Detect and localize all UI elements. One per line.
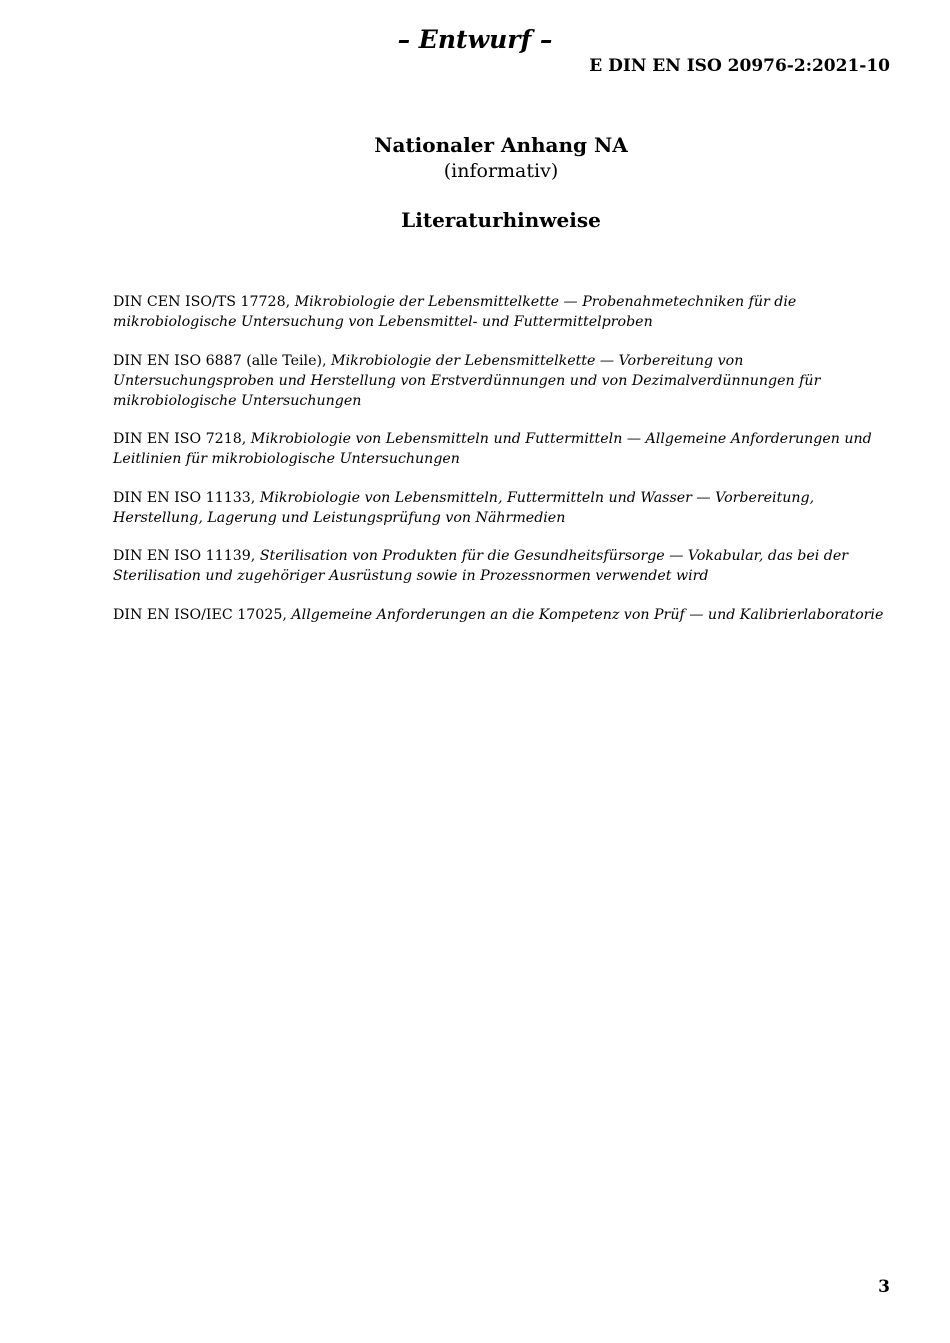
reference-separator: ,	[322, 352, 332, 369]
reference-standard: DIN EN ISO 7218	[113, 431, 242, 447]
reference-separator: ,	[250, 489, 260, 506]
bibliography-entry	[113, 292, 888, 332]
bibliography-entry	[113, 351, 888, 411]
bibliography-entry	[113, 605, 888, 625]
reference-title: Mikrobiologie von Lebensmitteln und Futtermitteln — Allgemeine Anforderungen und Leitlinien für mikrobiologische Untersuchungen	[113, 431, 872, 467]
reference-title: Mikrobiologie von Lebensmitteln, Futtermitteln und Wasser — Vorbereitung, Herstellung, Lagerung und Leistungsprüfung von Nährmedien	[113, 489, 815, 526]
reference-standard: DIN EN ISO 6887 (alle Teile)	[113, 352, 323, 369]
reference-title: Mikrobiologie der Lebensmittelkette — Vorbereitung von Untersuchungsproben und Herstellung von Erstverdünnungen und von Dezimalverdünnungen für mikrobiologische Untersuchungen	[113, 352, 821, 409]
reference-title: Mikrobiologie der Lebensmittelkette — Probenahmetechniken für die mikrobiologische Untersuchung von Lebensmittel- und Futtermittelproben	[113, 294, 797, 330]
bibliography-entry	[113, 546, 888, 586]
reference-standard: DIN EN ISO 11133	[113, 489, 251, 506]
reference-separator: ,	[250, 548, 260, 564]
document-id: E DIN EN ISO 20976-2:2021-10	[589, 56, 890, 76]
section-title: Literaturhinweise	[401, 208, 601, 232]
bibliography-entry	[113, 488, 888, 528]
bibliography-entry	[113, 429, 888, 469]
reference-separator: ,	[282, 606, 292, 623]
annex-subtitle: (informativ)	[443, 160, 559, 182]
reference-standard: DIN EN ISO 11139	[113, 548, 251, 564]
reference-standard: DIN CEN ISO/TS 17728	[113, 294, 286, 310]
reference-title: Sterilisation von Produkten für die Gesundheitsfürsorge — Vokabular, das bei der Sterilisation und zugehöriger Ausrüstung sowie in Prozessnormen verwendet wird	[113, 548, 849, 584]
reference-standard: DIN EN ISO/IEC 17025	[113, 606, 283, 623]
reference-title: Allgemeine Anforderungen an die Kompetenz von Prüf — und Kalibrierlaboratorie	[291, 606, 884, 623]
reference-separator: ,	[285, 294, 295, 310]
bibliography-list	[113, 292, 888, 643]
page-number: 3	[878, 1277, 890, 1297]
draft-label: – Entwurf –	[397, 25, 553, 54]
reference-separator: ,	[241, 431, 251, 447]
annex-title: Nationaler Anhang NA	[374, 133, 628, 157]
